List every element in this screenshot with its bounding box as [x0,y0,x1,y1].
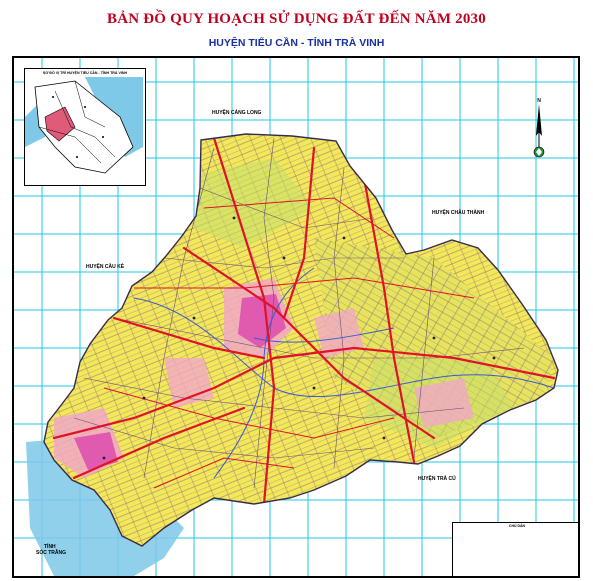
inset-map-drawing [25,77,143,185]
legend-box [452,522,580,578]
label-soc-trang-line2: SÓC TRĂNG [36,550,66,556]
north-arrow-icon [530,96,548,166]
map-frame [12,56,580,578]
svg-text:N: N [537,98,541,104]
label-cang-long: HUYỆN CÀNG LONG [212,110,262,116]
label-soc-trang-line1: TỈNH [44,544,56,550]
label-chau-thanh: HUYỆN CHÂU THÀNH [432,210,485,216]
legend-title: CHÚ DẪN [508,524,526,528]
label-cau-ke: HUYỆN CẦU KÈ [86,264,125,270]
map-title: BẢN ĐỒ QUY HOẠCH SỬ DỤNG ĐẤT ĐẾN NĂM 2030 [107,11,486,27]
map-subtitle: HUYỆN TIỂU CẦN - TỈNH TRÀ VINH [208,37,385,49]
label-tra-cu: HUYỆN TRÀ CÚ [418,476,456,482]
inset-location-map [24,68,146,186]
inset-title: SƠ ĐỒ VỊ TRÍ HUYỆN TIỂU CẦN - TỈNH TRÀ VINH [42,71,128,75]
